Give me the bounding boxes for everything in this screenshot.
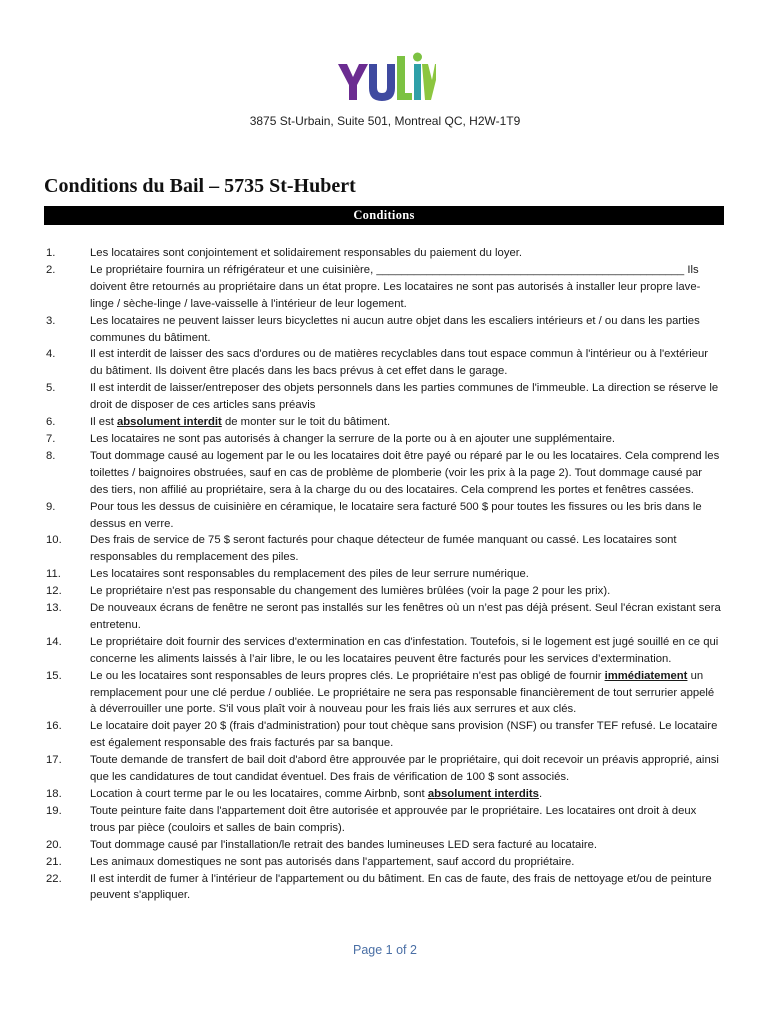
condition-item	[46, 380, 722, 414]
condition-number: 14.	[46, 635, 62, 648]
condition-text: .	[538, 788, 543, 800]
condition-number: 22.	[46, 872, 62, 885]
condition-item	[46, 634, 722, 668]
condition-text: Les locataires ne peuvent laisser leurs bicyclettes ni aucun autre objet dans les escaliers intérieurs et / ou dans les parties communes du bâtiment.	[90, 314, 700, 344]
condition-text: Pour tous les dessus de cuisinière en céramique, le locataire sera facturé 500 $ pour toutes les fissures ou les bris dans le dessus en verre.	[90, 500, 702, 530]
page-number: Page 1 of 2	[353, 943, 417, 957]
condition-item	[46, 532, 722, 566]
condition-number: 12.	[46, 585, 62, 598]
condition-text: Il est interdit de laisser des sacs d'ordures ou de matières recyclables dans tout espace commun à l'intérieur ou à l'extérieur du bâtiment. Ils doivent être placés dans les bacs prévus à cet effet dans le garage.	[90, 348, 709, 378]
condition-number: 19.	[46, 804, 62, 817]
condition-text: Des frais de service de 75 $ seront facturés pour chaque détecteur de fumée manquant ou cassé. Les locataires sont responsables du remplacement des piles.	[90, 534, 677, 564]
condition-text: Toute demande de transfert de bail doit d'abord être approuvée par le propriétaire, qui doit recevoir un préavis approprié, ainsi que les candidatures de tout candidat éventuel. Des frais de vérification de 100 $ sont associés.	[90, 754, 719, 784]
condition-text: Il est	[90, 416, 117, 429]
emphasis-text: absolument interdits	[427, 788, 539, 800]
condition-number: 20.	[46, 838, 62, 851]
page-title: Conditions du Bail – 5735 St-Hubert	[44, 175, 356, 197]
condition-number: 10.	[46, 534, 62, 547]
condition-number: 16.	[46, 720, 62, 733]
condition-item	[46, 752, 722, 786]
condition-item	[46, 803, 722, 837]
condition-item	[46, 837, 722, 854]
condition-number: 7.	[46, 432, 56, 445]
condition-text: Le locataire doit payer 20 $ (frais d'administration) pour tout chèque sans provision (NSF) ou transfer TEF refusé. Le locataire est également responsable des frais facturés par sa banque.	[90, 720, 718, 750]
condition-item	[46, 313, 722, 347]
condition-text: Tout dommage causé par l'installation/le retrait des bandes lumineuses LED sera facturé au locataire.	[90, 838, 598, 851]
condition-item	[46, 871, 722, 905]
condition-item	[46, 414, 722, 431]
condition-text: Le propriétaire n'est pas responsable du changement des lumières brûlées (voir la page 2 pour les prix).	[90, 585, 611, 598]
section-header-bar	[44, 206, 724, 225]
condition-number: 11.	[46, 568, 61, 581]
condition-number: 6.	[46, 416, 56, 429]
emphasis-text: absolument interdit	[117, 416, 222, 429]
yuliv-logo	[336, 50, 436, 106]
condition-text: Il est interdit de laisser/entreposer des objets personnels dans les parties communes de l'immeuble. La direction se réserve le droit de disposer de ces articles sans préavis	[90, 382, 719, 412]
condition-item	[46, 262, 722, 313]
condition-item	[46, 668, 722, 719]
condition-item	[46, 448, 722, 499]
conditions-list	[46, 245, 722, 904]
condition-text: Le propriétaire doit fournir des services d'extermination en cas d'infestation. Toutefois, si le logement est jugé souillé en ce qui concerne les aliments laissés à l’air libre, le ou les locataires peuvent être facturés pour les services d’extermination.	[90, 635, 719, 665]
condition-item	[46, 583, 722, 600]
emphasis-text: immédiatement	[604, 669, 688, 682]
section-header-label: Conditions	[353, 208, 415, 222]
condition-number: 13.	[46, 602, 62, 615]
condition-text: Le ou les locataires sont responsables de leurs propres clés. Le propriétaire n'est pas obligé de fournir	[90, 669, 605, 682]
condition-number: 21.	[46, 855, 62, 868]
condition-text: Les locataires ne sont pas autorisés à changer la serrure de la porte ou à en ajouter une supplémentaire.	[90, 432, 616, 445]
company-address: 3875 St-Urbain, Suite 501, Montreal QC, H2W-1T9	[249, 114, 521, 128]
condition-item	[46, 600, 722, 634]
condition-text: Tout dommage causé au logement par le ou les locataires doit être payé ou réparé par le ou les locataires. Cela comprend les toilettes / baignoires obstruées, sauf en cas de problème de plomberie (voir les prix à la page 2). Tout dommage causé par des tiers, non affilié au propriétaire, sera à la charge du ou des locataires. Cela comprend les portes et fenêtres cassées.	[90, 449, 720, 496]
condition-text: Toute peinture faite dans l'appartement doit être autorisée et approuvée par le propriétaire. Les locataires ont droit à deux trous par pièce (couloirs et salles de bain compris).	[90, 804, 697, 834]
condition-item	[46, 499, 722, 533]
condition-number: 8.	[46, 449, 56, 462]
condition-number: 4.	[46, 348, 56, 361]
condition-text: Les animaux domestiques ne sont pas autorisés dans l'appartement, sauf accord du propriétaire.	[90, 855, 575, 868]
condition-text: Le propriétaire fournira un réfrigérateur et une cuisinière, _________________________________________________ Ils doivent être retournés au propriétaire dans un état propre. Les locataires ne sont pas autorisés à installer leur propre lave-linge / sèche-linge / lave-vaisselle à l'intérieur de leur logement.	[90, 263, 701, 310]
condition-number: 17.	[46, 754, 62, 767]
condition-number: 15.	[46, 669, 62, 682]
condition-text: Il est interdit de fumer à l'intérieur de l'appartement ou du bâtiment. En cas de faute, des frais de nettoyage et/ou de peinture peuvent s'appliquer.	[90, 872, 712, 902]
condition-number: 5.	[46, 382, 56, 395]
condition-text: Location à court terme par le ou les locataires, comme Airbnb, sont	[90, 788, 428, 800]
condition-item	[46, 431, 722, 448]
condition-text: Les locataires sont conjointement et solidairement responsables du paiement du loyer.	[90, 247, 523, 259]
condition-number: 2.	[46, 263, 56, 276]
condition-text: de monter sur le toit du bâtiment.	[221, 416, 391, 429]
condition-item	[46, 718, 722, 752]
condition-text: Les locataires sont responsables du remplacement des piles de leur serrure numérique.	[90, 568, 529, 581]
condition-number: 1.	[46, 247, 56, 259]
condition-item	[46, 245, 722, 262]
condition-item	[46, 854, 722, 871]
condition-text: De nouveaux écrans de fenêtre ne seront pas installés sur les fenêtres où un n’est pas déjà présent. Seul l'écran existant sera entretenu.	[90, 602, 721, 631]
condition-number: 3.	[46, 314, 56, 327]
condition-number: 9.	[46, 500, 56, 513]
condition-text: un remplacement pour une clé perdue / oubliée. Le propriétaire ne sera pas responsable financièrement de tout serrurier appelé à déverrouiller une porte. S'il vous plaît voir à nouveau pour les frais liés aux serrures et aux clés.	[90, 669, 715, 716]
condition-number: 18.	[46, 788, 62, 800]
condition-item	[46, 786, 722, 803]
condition-item	[46, 346, 722, 380]
condition-item	[46, 566, 722, 583]
